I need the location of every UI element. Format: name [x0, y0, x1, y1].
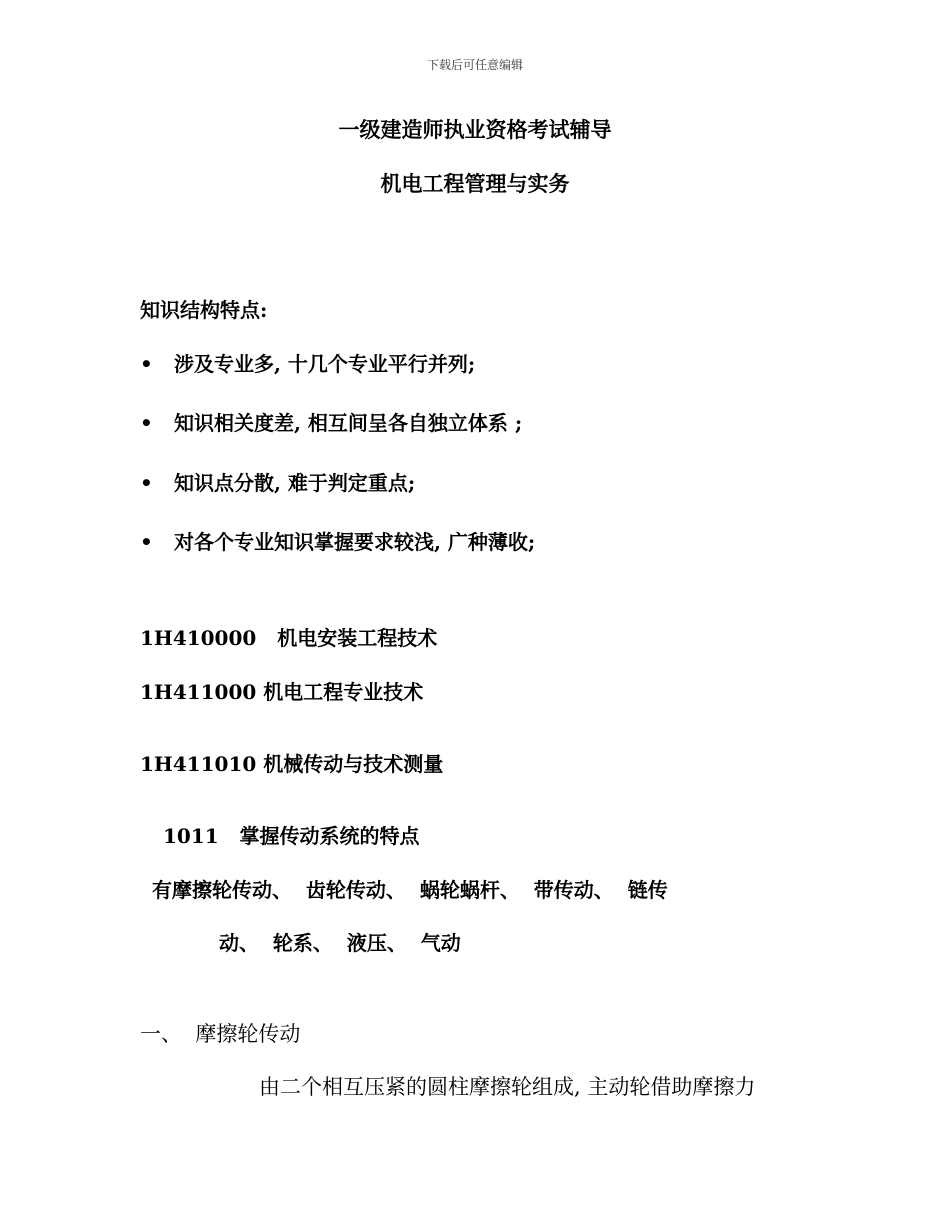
- section-heading: 1H411010 机械传动与技术测量: [140, 752, 444, 776]
- bullet-list-item: [140, 348, 475, 377]
- section-heading: 1H410000 机电安装工程技术: [140, 626, 438, 650]
- document-title: 一级建造师执业资格考试辅导: [338, 117, 612, 142]
- transmission-types-line: 有摩擦轮传动、 齿轮传动、 蜗轮蜗杆、 带传动、 链传: [152, 878, 668, 902]
- paragraph-text: 由二个相互压紧的圆柱摩擦轮组成, 主动轮借助摩擦力: [259, 1075, 756, 1099]
- document-subtitle: 机电工程管理与实务: [380, 171, 570, 196]
- bullet-icon: •: [140, 471, 153, 495]
- bullet-list-item: [140, 467, 415, 496]
- bullet-text: 知识点分散, 难于判定重点;: [174, 471, 416, 495]
- section-heading: 1H411000 机电工程专业技术: [140, 680, 424, 704]
- bullet-text: 知识相关度差, 相互间呈各自独立体系 ;: [174, 411, 523, 435]
- bullet-list-item: [140, 526, 535, 555]
- knowledge-point-line: 1011 掌握传动系统的特点: [163, 824, 420, 848]
- bullet-text: 对各个专业知识掌握要求较浅, 广种薄收;: [174, 530, 536, 554]
- transmission-types-line: 动、 轮系、 液压、 气动: [219, 931, 461, 955]
- subsection-heading: 一、 摩擦轮传动: [140, 1022, 301, 1046]
- bullet-list-item: [140, 407, 522, 436]
- bullet-text: 涉及专业多, 十几个专业平行并列;: [174, 352, 476, 376]
- knowledge-heading: 知识结构特点:: [140, 298, 268, 322]
- bullet-icon: •: [140, 530, 153, 554]
- bullet-icon: •: [140, 352, 153, 376]
- page-header-note: 下载后可任意编辑: [426, 58, 523, 72]
- bullet-icon: •: [140, 411, 153, 435]
